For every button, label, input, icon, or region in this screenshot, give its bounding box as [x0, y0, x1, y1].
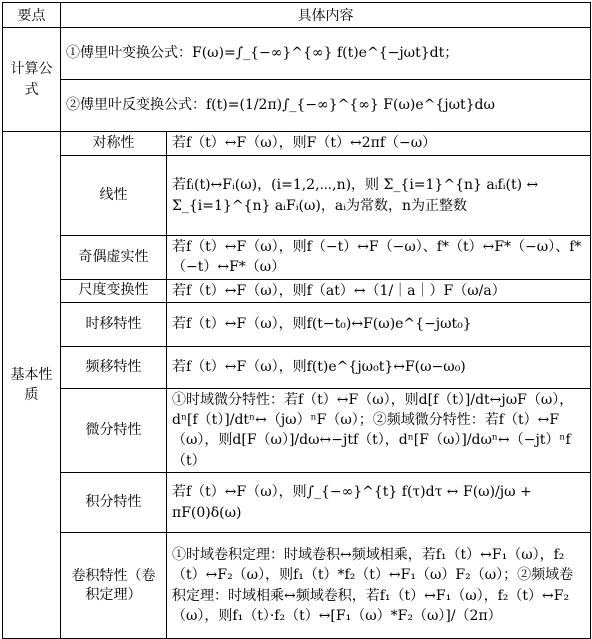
header-content: 具体内容 — [61, 3, 591, 28]
property-row-parity — [3, 236, 591, 280]
compute-formula-label: 计算公式 — [3, 28, 61, 132]
property-content: ①时域卷积定理：时域卷积↔频域相乘，若f₁（t）↔F₁（ω），f₂（t）↔F₂（ω），则f₁（t）*f₂（t）↔F₁（ω）F₂（ω）；②频域卷积定理：时域相乘↔频域卷积，若f₁（t）↔F₁（ω），f₂（t）↔F₂（ω），则f₁（t）·f₂（t）↔[F₁（ω）*F₂（ω）]/（2π） — [167, 533, 591, 639]
property-content: 若fᵢ(t)↔Fᵢ(ω)，(i=1,2,⋯,n)，则 Σ_{i=1}^{n} aᵢfᵢ(t) ↔ Σ_{i=1}^{n} aᵢFᵢ(ω)，aᵢ为常数，n为正整数 — [167, 156, 591, 236]
fourier-properties-table — [2, 2, 591, 639]
basic-properties-label: 基本性质 — [3, 132, 61, 639]
property-name: 奇偶虚实性 — [61, 236, 167, 280]
property-content: 若f（t）↔F（ω），则f(t)e^{jω₀t}↔F(ω−ω₀) — [167, 346, 591, 388]
property-row-integration — [3, 473, 591, 533]
property-content: 若f（t）↔F（ω），则f(t−t₀)↔F(ω)e^{−jωt₀} — [167, 302, 591, 346]
property-row-time-shift — [3, 302, 591, 346]
property-row-convolution — [3, 533, 591, 639]
property-name: 线性 — [61, 156, 167, 236]
property-name: 对称性 — [61, 132, 167, 156]
header-keypoint: 要点 — [3, 3, 61, 28]
property-row-linearity — [3, 156, 591, 236]
header-row — [3, 3, 591, 28]
compute-inverse-formula: ②傅里叶反变换公式：f(t)=(1/2π)∫_{−∞}^{∞} F(ω)e^{jωt}dω — [61, 80, 591, 132]
compute-inverse-row — [3, 80, 591, 132]
property-row-symmetry — [3, 132, 591, 156]
property-row-scaling — [3, 279, 591, 302]
property-content: 若f（t）↔F（ω），则F（t）↔2πf（−ω） — [167, 132, 591, 156]
property-content: 若f（t）↔F（ω），则f（−t）↔F（−ω）、f*（t）↔F*（−ω）、f*（−t）↔F*（ω） — [167, 236, 591, 280]
property-row-frequency-shift — [3, 346, 591, 388]
property-name: 卷积特性（卷积定理） — [61, 533, 167, 639]
property-name: 时移特性 — [61, 302, 167, 346]
property-row-differentiation — [3, 388, 591, 472]
property-name: 尺度变换性 — [61, 279, 167, 302]
property-content: 若f（t）↔F（ω），则f（at）↔（1/｜a｜）F（ω/a） — [167, 279, 591, 302]
property-content: ①时域微分特性：若f（t）↔F（ω），则d[f（t）]/dt↔jωF（ω），dⁿ[f（t）]/dtⁿ↔（jω）ⁿF（ω）；②频域微分特性：若f（t）↔F（ω），则d[F（ω）]/dω↔−jtf（t），dⁿ[F（ω）]/dωⁿ↔（−jt）ⁿf（t） — [167, 388, 591, 472]
property-name: 频移特性 — [61, 346, 167, 388]
property-content: 若f（t）↔F（ω），则∫_{−∞}^{t} f(τ)dτ ↔ F(ω)/jω + πF(0)δ(ω) — [167, 473, 591, 533]
compute-forward-formula: ①傅里叶变换公式：F(ω)=∫_{−∞}^{∞} f(t)e^{−jωt}dt； — [61, 28, 591, 80]
property-name: 微分特性 — [61, 388, 167, 472]
property-name: 积分特性 — [61, 473, 167, 533]
compute-forward-row — [3, 28, 591, 80]
